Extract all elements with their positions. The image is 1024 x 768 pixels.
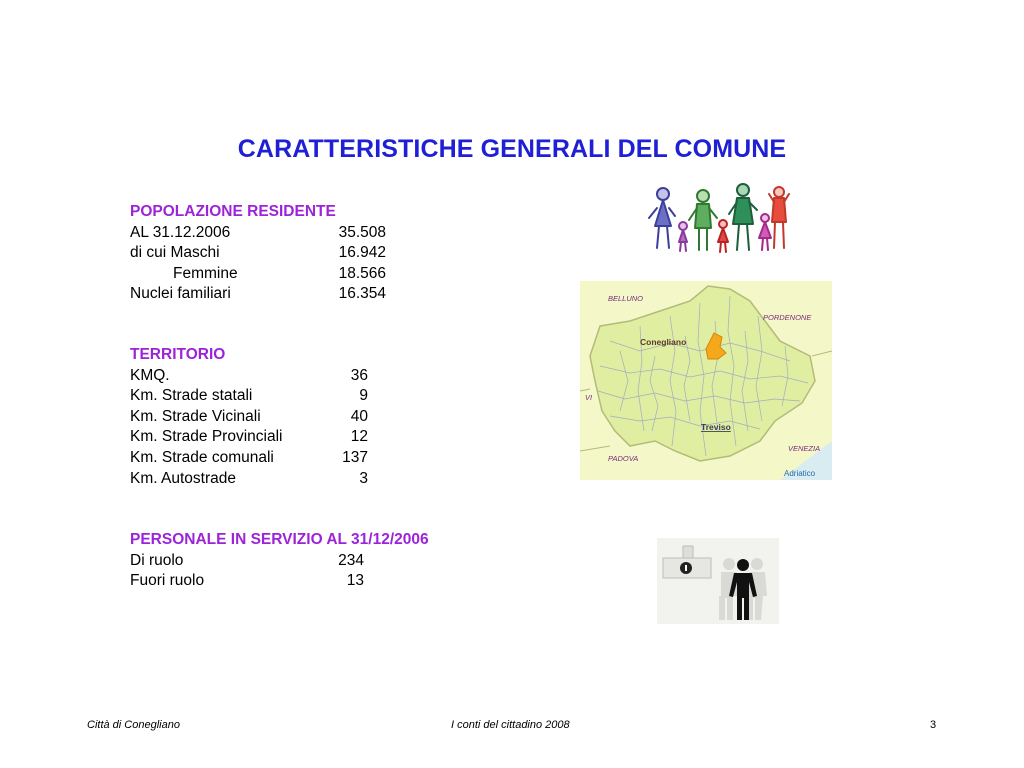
data-row	[130, 243, 386, 264]
data-row	[130, 551, 429, 572]
data-row	[130, 469, 368, 490]
territorio-heading: TERRITORIO	[130, 346, 226, 363]
territorio-section	[130, 345, 368, 489]
row-label: Km. Strade statali	[130, 387, 253, 405]
row-label: Femmine	[173, 264, 238, 282]
row-label: Nuclei familiari	[130, 285, 231, 303]
row-label: Km. Strade comunali	[130, 448, 274, 466]
row-label: Di ruolo	[130, 551, 184, 569]
row-label: AL 31.12.2006	[130, 223, 231, 241]
data-row	[130, 386, 368, 407]
popolazione-section	[130, 202, 386, 305]
row-value: 3	[359, 469, 368, 487]
row-value: 35.508	[338, 223, 386, 241]
data-row	[130, 427, 368, 448]
map-label-pordenone: PORDENONE	[763, 313, 812, 322]
row-value: 18.566	[338, 264, 386, 282]
row-label: Fuori ruolo	[130, 572, 205, 590]
map-label-treviso: Treviso	[701, 422, 731, 432]
row-label: KMQ.	[130, 366, 170, 384]
personale-heading: PERSONALE IN SERVIZIO AL 31/12/2006	[130, 531, 429, 548]
staff-figure-image	[657, 538, 779, 624]
data-row	[130, 284, 386, 305]
row-label: di cui Maschi	[130, 244, 220, 262]
map-label-conegliano: Conegliano	[640, 337, 687, 347]
map-label-vi: VI	[585, 393, 593, 402]
footer-document-title: I conti del cittadino 2008	[451, 719, 570, 731]
row-label: Km. Strade Provinciali	[130, 428, 283, 446]
row-value: 40	[350, 407, 368, 425]
footer-city: Città di Conegliano	[87, 719, 180, 731]
popolazione-heading: POPOLAZIONE RESIDENTE	[130, 203, 336, 220]
row-value: 16.354	[338, 285, 386, 303]
row-value: 9	[359, 387, 368, 405]
data-row	[130, 264, 386, 285]
data-row	[130, 223, 386, 244]
map-label-padova: PADOVA	[608, 454, 639, 463]
page-number: 3	[930, 719, 937, 731]
map-label-venezia: VENEZIA	[788, 444, 821, 453]
row-label: Km. Strade Vicinali	[130, 407, 261, 425]
row-value: 36	[350, 366, 368, 384]
row-label: Km. Autostrade	[130, 469, 236, 487]
page-title: CARATTERISTICHE GENERALI DEL COMUNE	[237, 135, 787, 163]
map-label-adriatico: Adriatico	[784, 469, 816, 478]
personale-section	[130, 530, 429, 592]
data-row	[130, 448, 368, 469]
row-value: 16.942	[338, 244, 386, 262]
row-value: 137	[342, 448, 368, 466]
map-label-belluno: BELLUNO	[608, 294, 644, 303]
data-row	[130, 571, 429, 592]
row-value: 12	[350, 428, 368, 446]
family-drawing-image	[645, 178, 790, 256]
data-row	[130, 366, 368, 387]
row-value: 13	[346, 572, 364, 590]
row-value: 234	[338, 551, 364, 569]
data-row	[130, 407, 368, 428]
province-map-image	[580, 281, 832, 480]
